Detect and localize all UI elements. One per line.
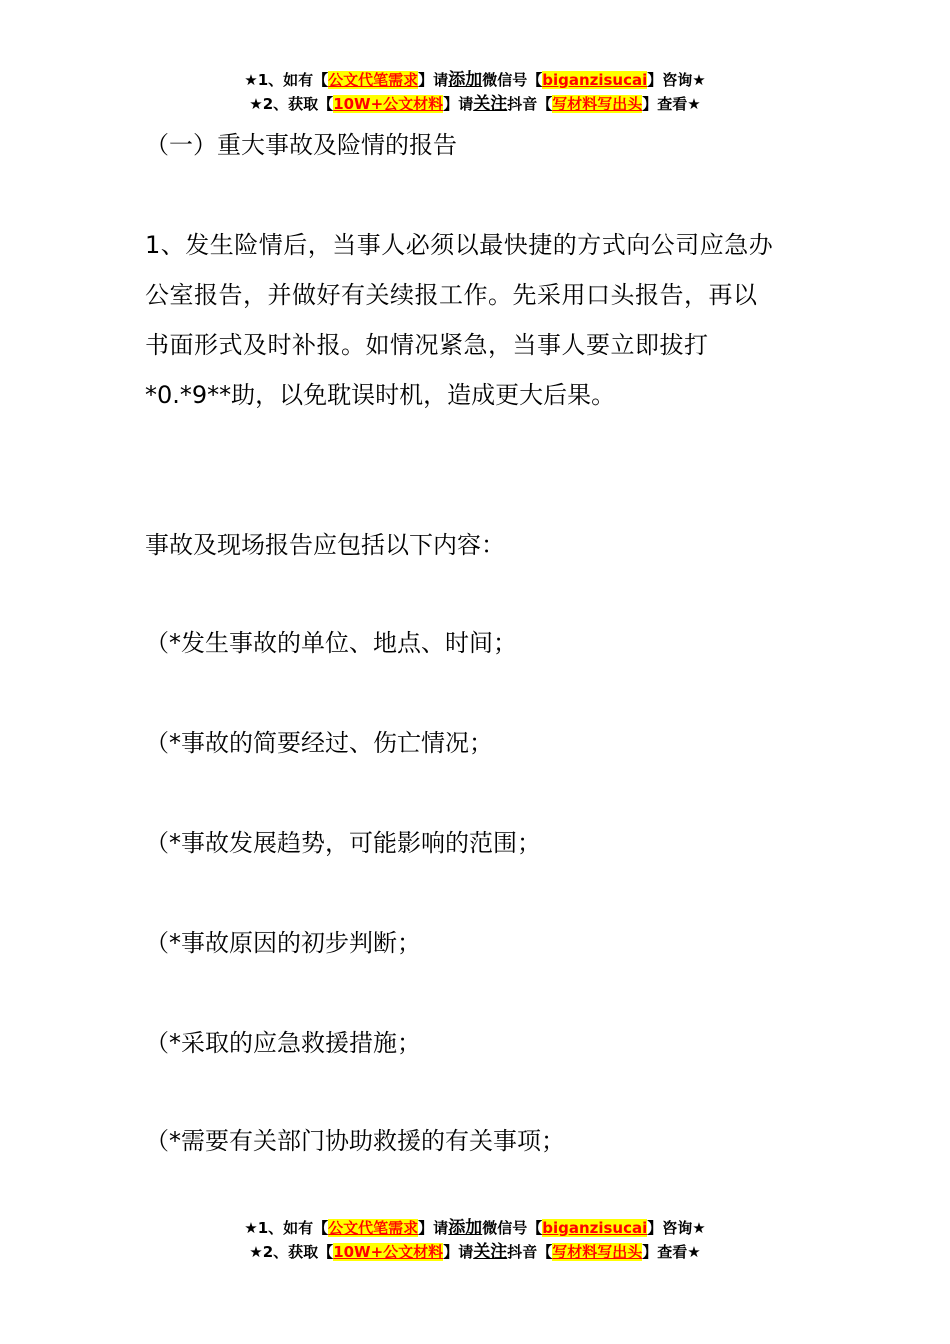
banner-text: ★1、如有【	[244, 1219, 329, 1237]
banner-highlight: 公文代笔需求	[328, 71, 419, 89]
list-item: （*需要有关部门协助救援的有关事项；	[145, 1127, 565, 1155]
header-banner	[0, 68, 950, 116]
banner-highlight: 公文代笔需求	[328, 1219, 419, 1237]
list-item: （*发生事故的单位、地点、时间；	[145, 629, 517, 657]
banner-line-1	[0, 1216, 950, 1240]
paragraph-line: 1、发生险情后，当事人必须以最快捷的方式向公司应急办	[145, 231, 774, 259]
paragraph-line: 公室报告，并做好有关续报工作。先采用口头报告，再以	[145, 281, 758, 309]
footer-banner	[0, 1216, 950, 1264]
banner-emphasis: 关注	[473, 1242, 508, 1262]
banner-text: 】查看★	[642, 95, 701, 113]
banner-text: 】请	[418, 1219, 449, 1237]
list-intro: 事故及现场报告应包括以下内容：	[145, 531, 505, 559]
banner-highlight: 写材料写出头	[552, 1243, 643, 1261]
banner-line-2	[0, 1240, 950, 1264]
banner-text: 抖音【	[507, 1243, 553, 1261]
list-item: （*事故的简要经过、伤亡情况；	[145, 729, 493, 757]
banner-line-2	[0, 92, 950, 116]
banner-text: ★2、获取【	[249, 1243, 334, 1261]
paragraph-line: 书面形式及时补报。如情况紧急，当事人要立即拔打	[145, 331, 709, 359]
banner-highlight: 写材料写出头	[552, 95, 643, 113]
banner-emphasis: 添加	[448, 70, 483, 90]
banner-text: 微信号【	[482, 71, 543, 89]
banner-text: ★2、获取【	[249, 95, 334, 113]
banner-highlight: 10W+公文材料	[333, 95, 444, 113]
section-heading: （一）重大事故及险情的报告	[145, 131, 457, 159]
banner-text: 微信号【	[482, 1219, 543, 1237]
banner-text: 】咨询★	[647, 1219, 706, 1237]
list-item: （*事故发展趋势，可能影响的范围；	[145, 829, 541, 857]
banner-emphasis: 关注	[473, 94, 508, 114]
banner-highlight: biganzisucai	[542, 1219, 648, 1237]
banner-text: 抖音【	[507, 95, 553, 113]
banner-text: ★1、如有【	[244, 71, 329, 89]
list-item: （*采取的应急救援措施；	[145, 1029, 421, 1057]
banner-highlight: biganzisucai	[542, 71, 648, 89]
banner-text: 】请	[443, 95, 474, 113]
banner-emphasis: 添加	[448, 1218, 483, 1238]
list-item: （*事故原因的初步判断；	[145, 929, 421, 957]
banner-text: 】请	[418, 71, 449, 89]
banner-highlight: 10W+公文材料	[333, 1243, 444, 1261]
banner-text: 】请	[443, 1243, 474, 1261]
banner-text: 】查看★	[642, 1243, 701, 1261]
paragraph-line: *0.*9**助，以免耽误时机，造成更大后果。	[145, 381, 616, 409]
banner-text: 】咨询★	[647, 71, 706, 89]
banner-line-1	[0, 68, 950, 92]
